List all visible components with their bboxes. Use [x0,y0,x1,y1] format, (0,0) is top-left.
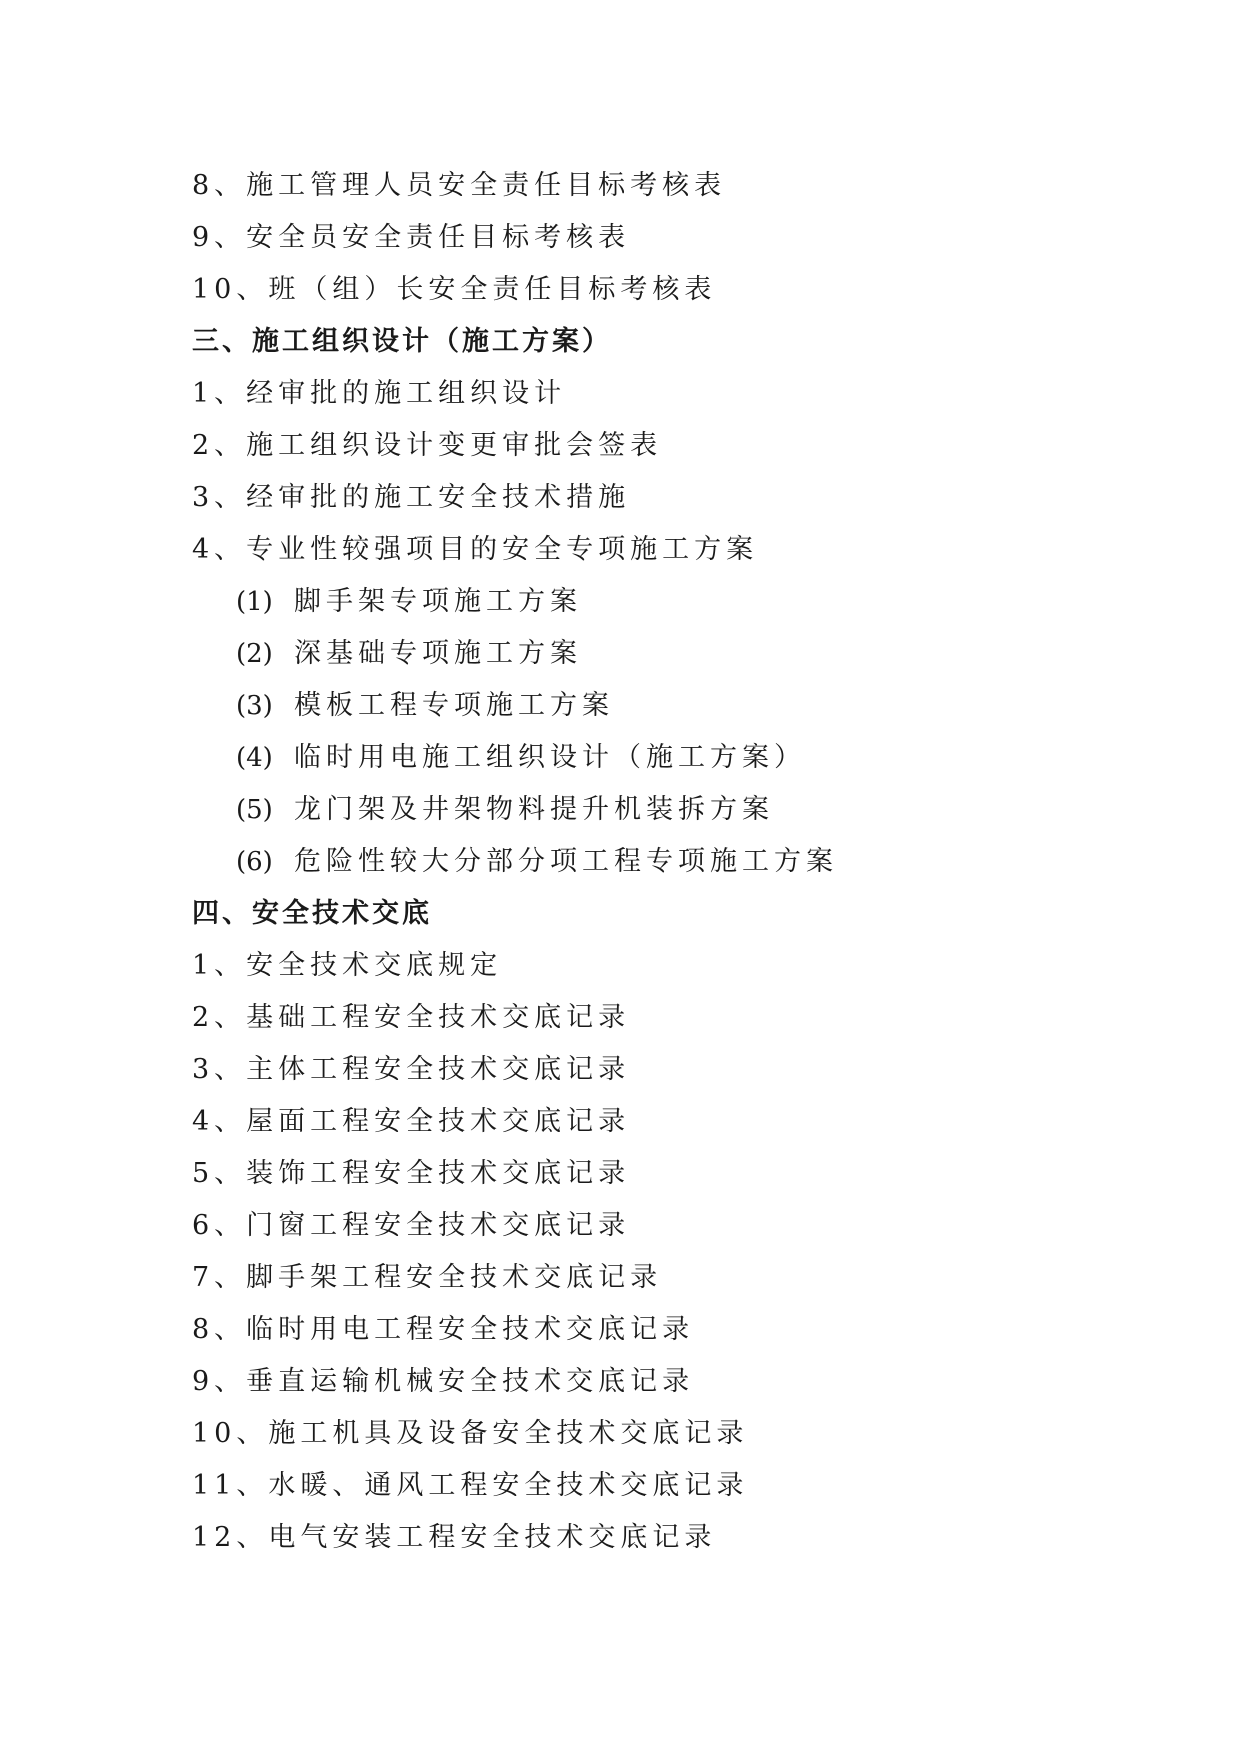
list-item: 8、临时用电工程安全技术交底记录 [192,1314,695,1345]
sub-item-text: 危险性较大分部分项工程专项施工方案 [294,846,838,877]
sub-list-item [192,732,1072,784]
sub-item-marker: (6) [236,847,273,877]
sub-item-marker: (3) [236,691,273,721]
list-item: 7、脚手架工程安全技术交底记录 [192,1262,663,1293]
section-heading: 四、安全技术交底 [192,898,432,929]
sub-item-marker: (5) [236,795,273,825]
list-item: 3、经审批的施工安全技术措施 [192,482,631,513]
list-item: 9、安全员安全责任目标考核表 [192,222,631,253]
list-item: 12、电气安装工程安全技术交底记录 [192,1522,717,1553]
list-item: 8、施工管理人员安全责任目标考核表 [192,170,727,201]
list-item: 3、主体工程安全技术交底记录 [192,1054,631,1085]
list-item: 1、安全技术交底规定 [192,950,503,981]
sub-item-text: 临时用电施工组织设计（施工方案） [294,742,806,773]
list-item: 10、班（组）长安全责任目标考核表 [192,274,717,305]
sub-item-text: 模板工程专项施工方案 [294,690,614,721]
list-item: 10、施工机具及设备安全技术交底记录 [192,1418,749,1449]
sub-item-text: 龙门架及井架物料提升机装拆方案 [294,794,774,825]
list-item: 4、专业性较强项目的安全专项施工方案 [192,534,759,565]
sub-list-item [192,680,1072,732]
sub-item-text: 脚手架专项施工方案 [294,586,582,617]
sub-list-item [192,836,1072,888]
sub-item-marker: (1) [236,587,273,617]
sub-item-marker: (4) [236,743,273,773]
sub-item-marker: (2) [236,639,273,669]
sub-list-item [192,784,1072,836]
list-item: 11、水暖、通风工程安全技术交底记录 [192,1470,749,1501]
list-item: 1、经审批的施工组织设计 [192,378,567,409]
list-item: 2、施工组织设计变更审批会签表 [192,430,663,461]
list-item: 6、门窗工程安全技术交底记录 [192,1210,631,1241]
list-item: 4、屋面工程安全技术交底记录 [192,1106,631,1137]
sub-list-item [192,576,1072,628]
document-body [192,160,1072,1564]
list-item: 9、垂直运输机械安全技术交底记录 [192,1366,695,1397]
sub-item-text: 深基础专项施工方案 [294,638,582,669]
section-heading: 三、施工组织设计（施工方案） [192,326,612,357]
list-item: 2、基础工程安全技术交底记录 [192,1002,631,1033]
sub-list-item [192,628,1072,680]
list-item: 5、装饰工程安全技术交底记录 [192,1158,631,1189]
